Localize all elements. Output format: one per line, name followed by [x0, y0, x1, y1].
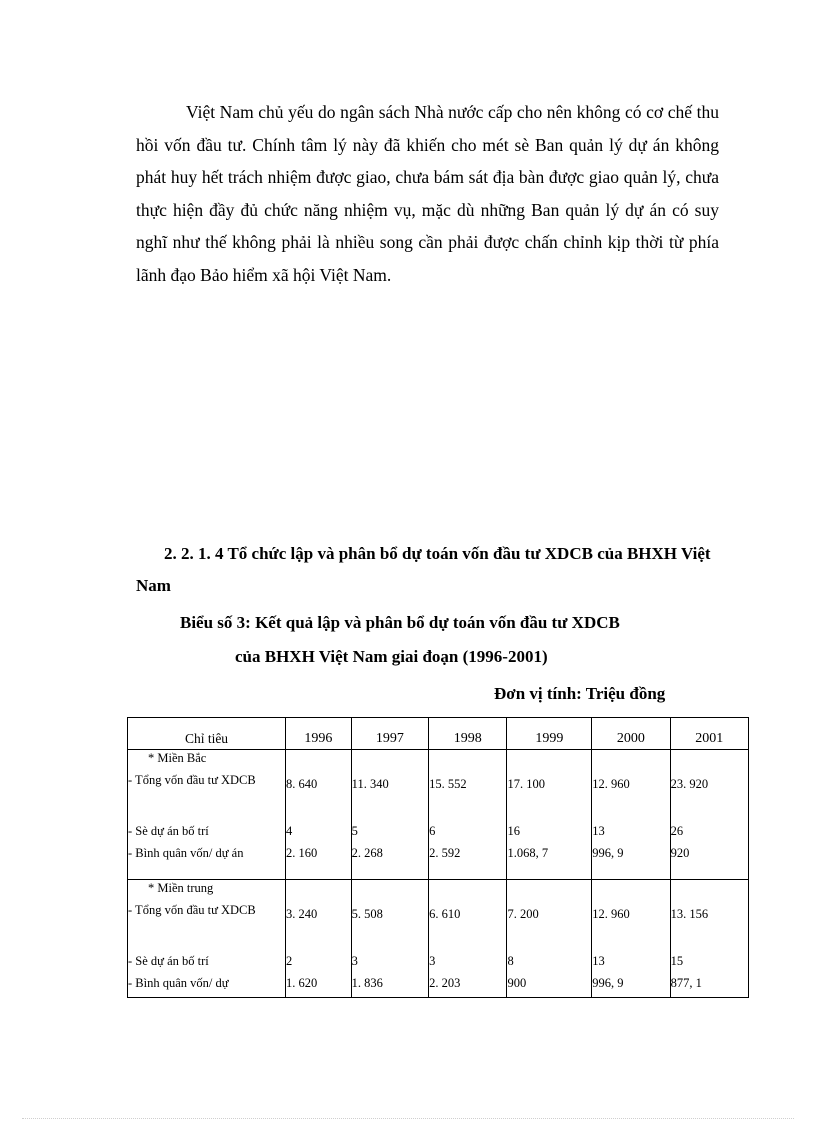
table-cell: 2. 160	[286, 845, 352, 880]
table-row	[128, 772, 749, 823]
table-cell: 7. 200	[507, 902, 592, 953]
table-header-row	[128, 718, 749, 750]
table-row	[128, 953, 749, 975]
table-row	[128, 823, 749, 845]
table-cell: 1. 836	[351, 975, 428, 998]
table-cell: 15	[670, 953, 748, 975]
table-cell: 23. 920	[670, 772, 748, 823]
table-cell: 996, 9	[592, 975, 670, 998]
table-cell: 877, 1	[670, 975, 748, 998]
table-row	[128, 902, 749, 953]
table-row	[128, 880, 749, 903]
investment-table	[127, 717, 749, 998]
table-cell: 8. 640	[286, 772, 352, 823]
table-cell: 3	[351, 953, 428, 975]
header-year: 1998	[429, 718, 507, 750]
table-cell: 1. 620	[286, 975, 352, 998]
table-cell: 5	[351, 823, 428, 845]
region-label-text: * Miền Bắc	[148, 751, 207, 765]
table-cell: 920	[670, 845, 748, 880]
table-cell: 8	[507, 953, 592, 975]
table-cell: 3	[429, 953, 507, 975]
table-cell: 11. 340	[351, 772, 428, 823]
row-label: - Tổng vốn đầu tư XDCB	[128, 772, 286, 823]
region-label	[128, 880, 286, 903]
table-caption-line2-text: của BHXH Việt Nam giai đoạn (1996-2001)	[235, 647, 548, 666]
row-label: - Bình quân vốn/ dự	[128, 975, 286, 998]
table-cell: 4	[286, 823, 352, 845]
table-cell: 13. 156	[670, 902, 748, 953]
table-cell: 12. 960	[592, 772, 670, 823]
table-cell: 2. 203	[429, 975, 507, 998]
header-year: 1997	[351, 718, 428, 750]
table-cell: 900	[507, 975, 592, 998]
table-cell: 6	[429, 823, 507, 845]
table-cell: 2. 268	[351, 845, 428, 880]
empty-cell	[507, 750, 592, 773]
page-bottom-divider	[22, 1118, 794, 1119]
header-year: 2001	[670, 718, 748, 750]
row-label: - Sè dự án bố trí	[128, 823, 286, 845]
empty-cell	[429, 750, 507, 773]
empty-cell	[351, 750, 428, 773]
empty-cell	[670, 750, 748, 773]
table-cell: 16	[507, 823, 592, 845]
header-year: 2000	[592, 718, 670, 750]
header-year: 1999	[507, 718, 592, 750]
empty-cell	[351, 880, 428, 903]
header-chi-tieu: Chỉ tiêu	[128, 718, 286, 750]
table-cell: 996, 9	[592, 845, 670, 880]
table-cell: 13	[592, 823, 670, 845]
table-cell: 15. 552	[429, 772, 507, 823]
table-cell: 2. 592	[429, 845, 507, 880]
row-label: - Sè dự án bố trí	[128, 953, 286, 975]
empty-cell	[286, 750, 352, 773]
empty-cell	[592, 750, 670, 773]
table-cell: 3. 240	[286, 902, 352, 953]
empty-cell	[429, 880, 507, 903]
header-year: 1996	[286, 718, 352, 750]
unit-text: Đơn vị tính: Triệu đồng	[494, 684, 666, 703]
table-row	[128, 975, 749, 998]
table-cell: 2	[286, 953, 352, 975]
table-cell: 26	[670, 823, 748, 845]
body-paragraph: Việt Nam chủ yếu do ngân sách Nhà nước cấp cho nên không có cơ chế thu hồi vốn đầu tư. Chính tâm lý này đã khiến cho mét sè Ban quản lý dự án không phát huy hết trách nhiệm được giao, chưa bám sát địa bàn được giao quản lý, chưa thực hiện đầy đủ chức năng nhiệm vụ, mặc dù những Ban quản lý dự án có suy nghĩ như thế không phải là nhiều song cần phải được chấn chỉnh kịp thời từ phía lãnh đạo Bảo hiểm xã hội Việt Nam.	[136, 102, 719, 285]
empty-cell	[670, 880, 748, 903]
region-label-text: * Miền trung	[148, 881, 214, 895]
row-label: - Bình quân vốn/ dự án	[128, 845, 286, 880]
table-row	[128, 750, 749, 773]
empty-cell	[286, 880, 352, 903]
table-caption-line1-text: Biểu số 3: Kết quả lập và phân bổ dự toán vốn đầu tư XDCB	[180, 613, 620, 632]
table-cell: 6. 610	[429, 902, 507, 953]
empty-cell	[507, 880, 592, 903]
table-cell: 17. 100	[507, 772, 592, 823]
row-label: - Tổng vốn đầu tư XDCB	[128, 902, 286, 953]
region-label	[128, 750, 286, 773]
table-cell: 12. 960	[592, 902, 670, 953]
empty-cell	[592, 880, 670, 903]
section-heading: 2. 2. 1. 4 Tổ chức lập và phân bổ dự toán vốn đầu tư XDCB của BHXH Việt Nam	[136, 544, 711, 595]
table-row	[128, 845, 749, 880]
table-cell: 5. 508	[351, 902, 428, 953]
table-cell: 13	[592, 953, 670, 975]
table-cell: 1.068, 7	[507, 845, 592, 880]
